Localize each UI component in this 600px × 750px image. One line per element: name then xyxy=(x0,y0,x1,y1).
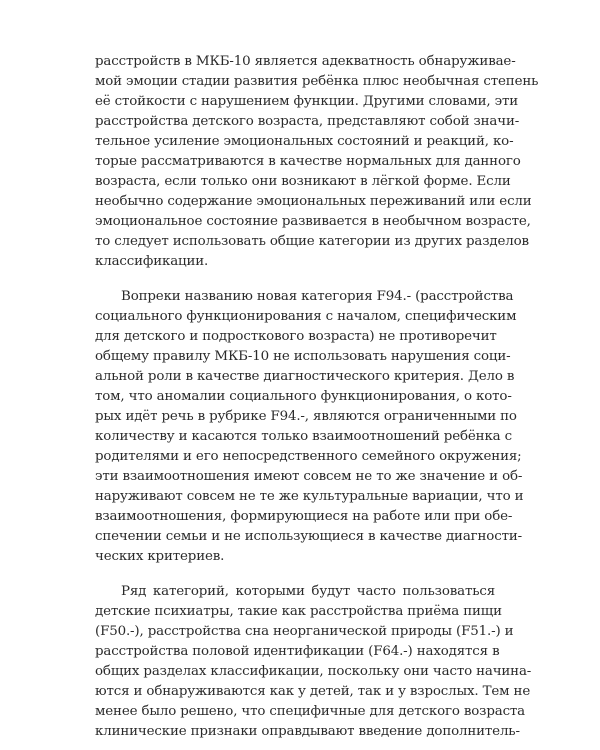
text-line: ческих критериев. xyxy=(95,549,225,564)
text-line: возраста, если только они возникают в лёгкой форме. Если xyxy=(95,174,511,189)
text-line: (F50.-), расстройства сна неорганической природы (F51.-) и xyxy=(95,624,514,639)
text-line: ются и обнаруживаются как у детей, так и у взрослых. Тем не xyxy=(95,684,531,699)
text-line: торые рассматриваются в качестве нормальных для данного xyxy=(95,154,521,169)
text-line: клинические признаки оправдывают введение дополнитель- xyxy=(95,724,520,739)
text-line: то следует использовать общие категории из других разделов xyxy=(95,234,529,249)
text-line: её стойкости с нарушением функции. Другими словами, эти xyxy=(95,94,518,109)
text-line: менее было решено, что специфичные для детского возраста xyxy=(95,704,526,719)
text-line: расстройств в МКБ-10 является адекватность обнаруживае- xyxy=(95,54,516,69)
text-line: количеству и касаются только взаимоотношений ребёнка с xyxy=(95,429,512,444)
text-line: родителями и его непосредственного семейного окружения; xyxy=(95,449,522,464)
text-line: общему правилу МКБ-10 не использовать нарушения соци- xyxy=(95,349,511,364)
text-line: рых идёт речь в рубрике F94.-, являются ограниченными по xyxy=(95,409,517,424)
text-line: тельное усиление эмоциональных состояний и реакций, ко- xyxy=(95,134,514,149)
text-line: эмоциональное состояние развивается в необычном возрасте, xyxy=(95,214,531,229)
text-line: для детского и подросткового возраста) не противоречит xyxy=(95,329,497,344)
text-line: альной роли в качестве диагностического критерия. Дело в xyxy=(95,369,515,384)
text-line: общих разделах классификации, поскольку они часто начина- xyxy=(95,664,532,679)
text-line: взаимоотношения, формирующиеся на работе или при обе- xyxy=(95,509,513,524)
text-line: Вопреки названию новая категория F94.- (расстройства xyxy=(121,289,514,304)
text-line: расстройства детского возраста, представляют собой значи- xyxy=(95,114,520,129)
text-line: классификации. xyxy=(95,254,209,269)
text-line: необычно содержание эмоциональных переживаний или если xyxy=(95,194,532,209)
text-line: Ряд категорий, которыми будут часто пользоваться xyxy=(121,584,495,599)
text-line: эти взаимоотношения имеют совсем не то же значение и об- xyxy=(95,469,523,484)
text-line: расстройства половой идентификации (F64.-) находятся в xyxy=(95,644,500,659)
text-line: наруживают совсем не те же культуральные вариации, что и xyxy=(95,489,524,504)
text-line: социального функционирования с началом, специфическим xyxy=(95,309,517,324)
text-line: детские психиатры, такие как расстройства приёма пищи xyxy=(95,604,502,619)
text-line: том, что аномалии социального функционирования, о кото- xyxy=(95,389,512,404)
text-line: спечении семьи и не использующиеся в качестве диагности- xyxy=(95,529,522,544)
text-line: мой эмоции стадии развития ребёнка плюс необычная степень xyxy=(95,74,539,89)
